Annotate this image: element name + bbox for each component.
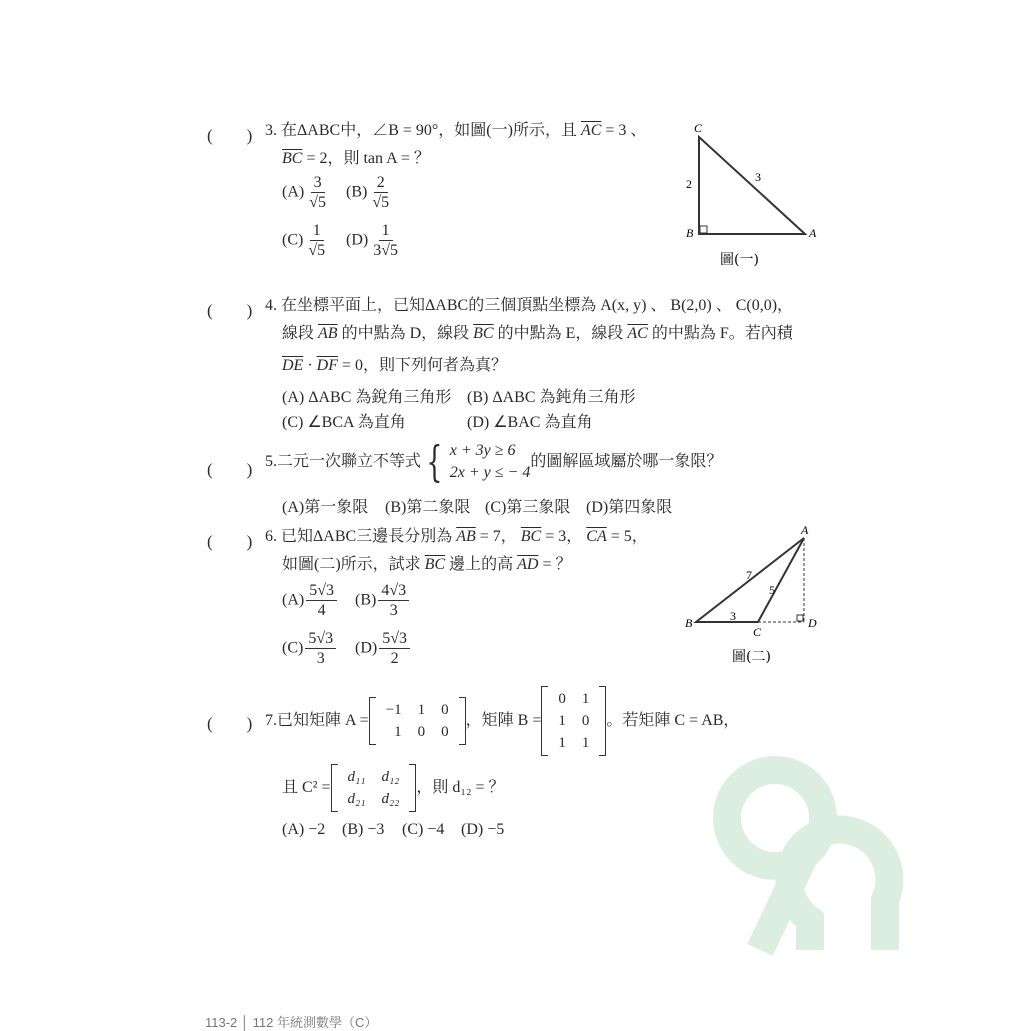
matrix-cell: −1 xyxy=(385,702,402,718)
q6-text: = 7， xyxy=(479,528,517,545)
q4-option-c[interactable]: (C) ∠BCA 為直角 xyxy=(282,414,406,431)
matrix-cell: 0 xyxy=(441,702,449,718)
answer-paren-q7[interactable]: ( ) xyxy=(207,714,253,733)
q6-ask: = ？ xyxy=(542,556,572,573)
q5-text: 二元一次聯立不等式 xyxy=(277,453,422,470)
question-number: 6. xyxy=(265,528,277,545)
q5-option-a[interactable]: (A)第一象限 xyxy=(282,499,369,516)
q7-ask: ，則 d₁₂ = ？ xyxy=(416,779,505,797)
numerator: 5√3 xyxy=(306,582,337,601)
side-ac-length: 5 xyxy=(769,583,775,597)
matrix-b xyxy=(541,686,606,756)
inequality-2: 2x + y ≤ − 4 xyxy=(449,463,531,481)
dot-operator: · xyxy=(303,357,317,374)
matrix-cell: 1 xyxy=(581,691,590,707)
q7-option-a[interactable]: (A) −2 xyxy=(282,821,326,838)
vertex-a-label: A xyxy=(809,226,817,240)
vector-df: $\overline{DF}$ xyxy=(316,357,338,374)
q6-option-b[interactable] xyxy=(355,582,411,620)
matrix-cell: 1 xyxy=(581,735,590,751)
denominator: √5 xyxy=(372,193,390,211)
q3-option-a[interactable] xyxy=(282,174,331,212)
left-brace: { xyxy=(426,436,443,486)
option-label: (A) xyxy=(282,183,305,201)
side-ab-length: 7 xyxy=(746,568,752,582)
q7-text: 且 C² = xyxy=(282,779,331,797)
option-label: (B) xyxy=(355,591,377,609)
q5-option-d[interactable]: (D)第四象限 xyxy=(586,499,673,516)
question-number: 3. xyxy=(265,122,277,139)
matrix-cell: 0 xyxy=(441,724,449,740)
matrix-cell: 1 xyxy=(394,724,402,740)
numerator: 1 xyxy=(379,222,393,241)
question-3-line1 xyxy=(265,121,646,140)
denominator: 3 xyxy=(389,601,398,619)
numerator: 4√3 xyxy=(378,582,409,601)
option-label: (C) xyxy=(282,231,304,249)
question-number: 7. xyxy=(265,712,277,730)
q3-option-b[interactable] xyxy=(346,174,394,212)
inequality-system xyxy=(421,436,531,486)
q6-text: 邊上的高 xyxy=(449,556,514,573)
q5-ask: 的圖解區域屬於哪一象限？ xyxy=(530,453,723,470)
matrix-cell: d₁₂ xyxy=(381,769,400,785)
denominator: 2 xyxy=(390,649,399,667)
vertex-d-label: D xyxy=(808,616,817,630)
q4-option-a[interactable]: (A) ΔABC 為銳角三角形 xyxy=(282,389,452,406)
q3-option-c[interactable] xyxy=(282,222,330,260)
q4-text: 的中點為 F。若內積 xyxy=(651,325,793,342)
segment-bc: $\overline{BC}$ xyxy=(424,556,446,573)
vertex-b-label: B xyxy=(686,226,694,240)
triangle-abc xyxy=(699,137,805,234)
page-footer: 113-2 │ 112 年統測數學（C） xyxy=(205,1015,378,1030)
q7-option-d[interactable]: (D) −5 xyxy=(461,821,505,838)
q4-text: 在坐標平面上，已知ΔABC的三個頂點坐標為 A(x, y) 、 B(2,0) 、 C(0,0)， xyxy=(281,297,794,314)
side-bc-length: 2 xyxy=(686,177,692,191)
q3-ask: = 2，則 tan A = ？ xyxy=(306,150,430,167)
option-label: (D) xyxy=(346,231,369,249)
matrix-cell: 0 xyxy=(581,713,590,729)
q7-text: 已知矩陣 A = xyxy=(277,712,369,730)
q5-option-c[interactable]: (C)第三象限 xyxy=(485,499,571,516)
segment-bc: $\overline{BC}$ xyxy=(282,150,303,167)
denominator: √5 xyxy=(309,193,326,211)
figure-1-triangle xyxy=(680,118,830,273)
figure-2-triangle xyxy=(680,522,830,672)
numerator: 5√3 xyxy=(305,630,336,649)
q7-text: 。若矩陣 C = AB， xyxy=(606,712,740,730)
question-4-line1 xyxy=(265,296,793,315)
matrix-a xyxy=(369,697,466,745)
figure-2-caption: 圖(二) xyxy=(732,649,771,665)
answer-paren-q5[interactable]: ( ) xyxy=(207,460,253,479)
vertex-a-label: A xyxy=(801,523,809,537)
q6-option-c[interactable] xyxy=(282,630,338,668)
question-7-line1 xyxy=(265,686,739,756)
vertex-c-label: C xyxy=(753,625,762,639)
q6-text: 已知ΔABC三邊長分別為 xyxy=(281,528,453,545)
segment-ca: $\overline{CA}$ xyxy=(586,528,607,545)
q6-text: = 3， xyxy=(545,528,583,545)
q7-option-b[interactable]: (B) −3 xyxy=(342,821,385,838)
q4-option-d[interactable]: (D) ∠BAC 為直角 xyxy=(467,414,593,431)
numerator: 2 xyxy=(374,174,388,193)
q7-option-c[interactable]: (C) −4 xyxy=(402,821,445,838)
denominator: 4 xyxy=(317,601,326,619)
question-6-line1 xyxy=(265,527,648,546)
watermark-logo xyxy=(700,740,920,960)
q3-text: 在ΔABC中，∠B = 90°，如圖(一)所示，且 xyxy=(281,122,577,139)
answer-paren-q4[interactable]: ( ) xyxy=(207,301,253,320)
q4-ask: = 0，則下列何者為真？ xyxy=(337,357,508,374)
q6-option-a[interactable] xyxy=(282,582,339,620)
question-4-line2 xyxy=(282,324,793,343)
matrix-cell: 0 xyxy=(417,724,426,740)
segment-ac: $\overline{AC}$ xyxy=(580,122,602,139)
q4-text: 的中點為 D，線段 xyxy=(341,325,470,342)
segment-ab: $\overline{AB}$ xyxy=(456,528,476,545)
matrix-cell: d₂₂ xyxy=(381,791,400,807)
q4-option-b[interactable]: (B) ΔABC 為鈍角三角形 xyxy=(467,389,636,406)
side-ac-length: 3 xyxy=(755,170,761,184)
option-label: (B) xyxy=(346,183,368,201)
q7-text: ，矩陣 B = xyxy=(465,712,542,730)
segment-bc: $\overline{BC}$ xyxy=(520,528,542,545)
q6-option-d[interactable] xyxy=(355,630,412,668)
vertex-c-label: C xyxy=(694,121,703,135)
matrix-cell: 1 xyxy=(558,735,566,751)
question-5-line1 xyxy=(265,436,723,486)
matrix-cell: d₁₁ xyxy=(347,769,366,785)
vector-de: $\overline{DE}$ xyxy=(282,357,304,374)
segment-ac: $\overline{AC}$ xyxy=(627,325,648,342)
denominator: √5 xyxy=(308,241,326,259)
option-label: (A) xyxy=(282,591,305,609)
inequality-lines xyxy=(450,440,531,483)
side-bc-length: 3 xyxy=(730,609,736,623)
matrix-cell: 1 xyxy=(558,713,566,729)
question-4-line3 xyxy=(282,356,507,375)
right-angle-mark xyxy=(700,226,707,233)
q4-text: 線段 xyxy=(282,325,315,342)
matrix-cell: 1 xyxy=(417,702,426,718)
q6-text: 如圖(二)所示，試求 xyxy=(282,556,421,573)
numerator: 5√3 xyxy=(379,630,410,649)
right-angle-mark xyxy=(797,615,803,621)
segment-ab: $\overline{AB}$ xyxy=(318,325,338,342)
question-7-line2 xyxy=(282,764,505,812)
option-label: (D) xyxy=(355,639,378,657)
figure-1-caption: 圖(一) xyxy=(720,252,759,268)
matrix-cell: 0 xyxy=(558,691,566,707)
answer-paren-q3[interactable]: ( ) xyxy=(207,126,253,145)
question-6-line2 xyxy=(282,555,572,574)
question-3-line2 xyxy=(282,149,430,168)
question-number: 5. xyxy=(265,453,277,470)
q4-text: 的中點為 E，線段 xyxy=(497,325,624,342)
denominator: 3√5 xyxy=(373,241,398,259)
q3-text-end: = 3 、 xyxy=(605,122,647,139)
matrix-c-squared xyxy=(331,764,417,812)
question-number: 4. xyxy=(265,297,277,314)
inequality-1: x + 3y ≥ 6 xyxy=(449,442,516,459)
option-label: (C) xyxy=(282,639,304,657)
q6-text: = 5， xyxy=(610,528,648,545)
answer-paren-q6[interactable]: ( ) xyxy=(207,532,253,551)
vertex-b-label: B xyxy=(685,616,693,630)
q5-option-b[interactable]: (B)第二象限 xyxy=(385,499,471,516)
denominator: 3 xyxy=(316,649,325,667)
matrix-cell: d₂₁ xyxy=(347,791,366,807)
numerator: 1 xyxy=(310,222,324,241)
segment-ad: $\overline{AD}$ xyxy=(517,556,539,573)
q3-option-d[interactable] xyxy=(346,222,403,260)
segment-bc: $\overline{BC}$ xyxy=(473,325,494,342)
numerator: 3 xyxy=(311,174,325,193)
